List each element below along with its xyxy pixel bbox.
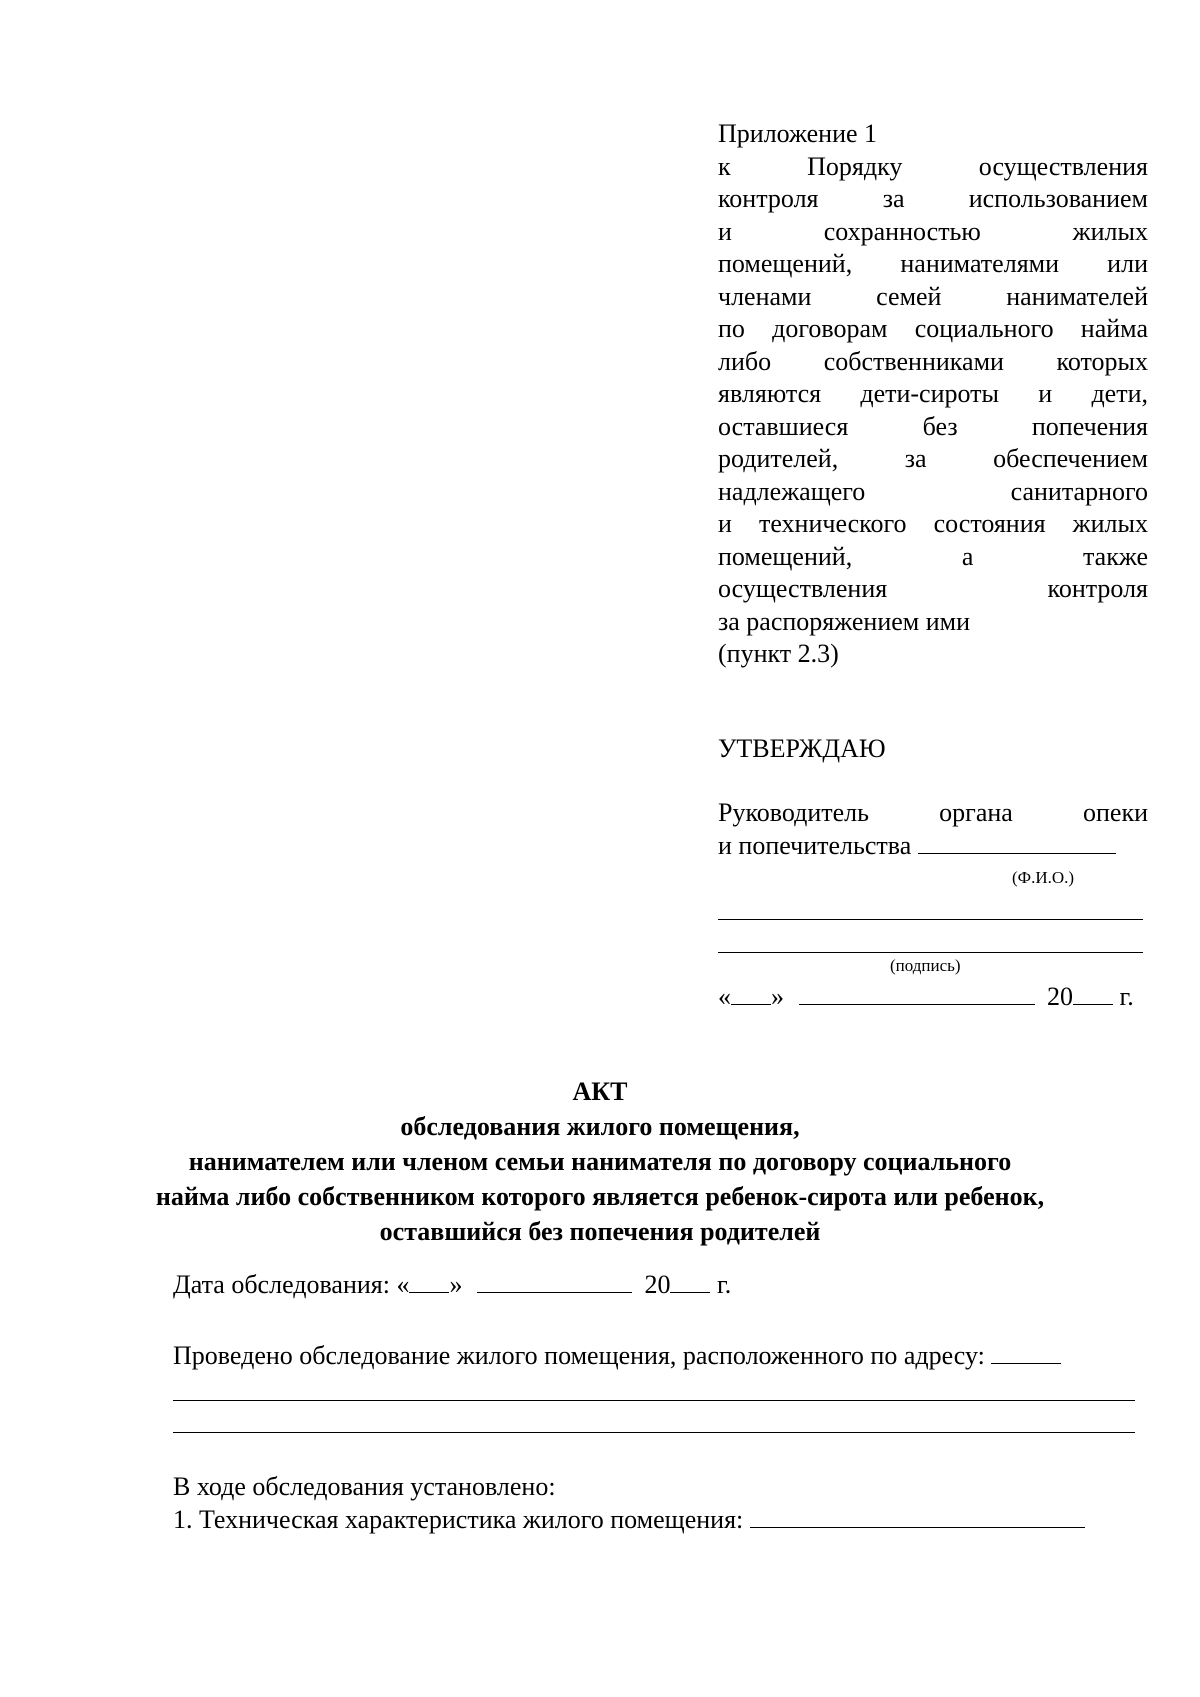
appendix-line: надлежащего санитарного xyxy=(718,476,1148,506)
date-close-quote: » xyxy=(771,982,784,1011)
title-line: оставшийся без попечения родителей xyxy=(379,1217,821,1246)
approval-head-line: Руководитель органа опеки xyxy=(718,798,1148,827)
inspection-year-prefix: 20 xyxy=(644,1270,671,1299)
address-line xyxy=(173,1339,1061,1372)
inspection-year-suffix: г. xyxy=(716,1270,732,1299)
appendix-line: помещений, а также xyxy=(718,541,1148,571)
address-continuation-field[interactable] xyxy=(173,1432,1135,1433)
title-line: найма либо собственником которого является ребенок-сирота или ребенок, xyxy=(155,1182,1045,1211)
approval-date-line xyxy=(718,980,1134,1013)
inspection-date-label: Дата обследования: « xyxy=(173,1270,410,1299)
technical-text: 1. Техническая характеристика жилого помещения: xyxy=(173,1505,744,1534)
year-blank-field[interactable] xyxy=(1073,980,1113,1005)
address-continuation-field[interactable] xyxy=(173,1400,1135,1401)
date-open-quote: « xyxy=(718,982,731,1011)
inspection-month-blank-field[interactable] xyxy=(477,1268,632,1293)
appendix-line: по договорам социального найма xyxy=(718,314,1148,343)
signature-caption: (подпись) xyxy=(890,956,961,975)
appendix-line: к Порядку осуществления xyxy=(718,151,1148,181)
address-blank-field[interactable] xyxy=(991,1339,1061,1364)
title-line: нанимателем или членом семьи нанимателя по договору социального xyxy=(188,1147,1012,1176)
technical-blank-field[interactable] xyxy=(750,1503,1085,1528)
appendix-line: за распоряжением ими xyxy=(718,606,971,636)
year-prefix: 20 xyxy=(1047,982,1073,1011)
appendix-line: оставшиеся без попечения xyxy=(718,411,1148,441)
established-line: В ходе обследования установлено: xyxy=(173,1472,556,1501)
appendix-line: являются дети-сироты и дети, xyxy=(718,379,1148,408)
appendix-line: и технического состояния жилых xyxy=(718,509,1148,538)
appendix-line: и сохранностью жилых xyxy=(718,216,1148,246)
appendix-line: осуществления контроля xyxy=(718,574,1148,603)
approval-guardianship-line xyxy=(718,829,1148,862)
appendix-line: контроля за использованием xyxy=(718,184,1148,213)
inspection-date-line xyxy=(173,1268,731,1301)
appendix-line: помещений, нанимателями или xyxy=(718,249,1148,278)
appendix-line: Приложение 1 xyxy=(718,119,878,148)
inspection-year-blank-field[interactable] xyxy=(670,1268,710,1293)
appendix-line: родителей, за обеспечением xyxy=(718,444,1148,473)
address-text: Проведено обследование жилого помещения, расположенного по адресу: xyxy=(173,1341,985,1370)
appendix-line: либо собственниками которых xyxy=(718,346,1148,376)
day-blank-field[interactable] xyxy=(731,980,771,1005)
appendix-block xyxy=(718,118,1148,671)
title-line: АКТ xyxy=(572,1077,628,1106)
inspection-day-blank-field[interactable] xyxy=(409,1268,449,1293)
title-line: обследования жилого помещения, xyxy=(400,1112,800,1141)
name-blank-field[interactable] xyxy=(718,919,1143,920)
technical-line xyxy=(173,1503,1085,1536)
approval-block xyxy=(718,733,1148,862)
appendix-line: членами семей нанимателей xyxy=(718,281,1148,311)
appendix-line: (пункт 2.3) xyxy=(718,639,839,668)
fio-blank-field[interactable] xyxy=(918,829,1116,854)
guardianship-text: и попечительства xyxy=(718,831,912,860)
year-suffix: г. xyxy=(1119,982,1134,1011)
document-title xyxy=(100,1074,1100,1249)
fio-caption: (Ф.И.О.) xyxy=(1012,868,1075,887)
inspection-date-close: » xyxy=(449,1270,463,1299)
month-blank-field[interactable] xyxy=(799,980,1035,1005)
approval-title: УТВЕРЖДАЮ xyxy=(718,734,886,763)
signature-blank-field[interactable] xyxy=(718,952,1143,953)
